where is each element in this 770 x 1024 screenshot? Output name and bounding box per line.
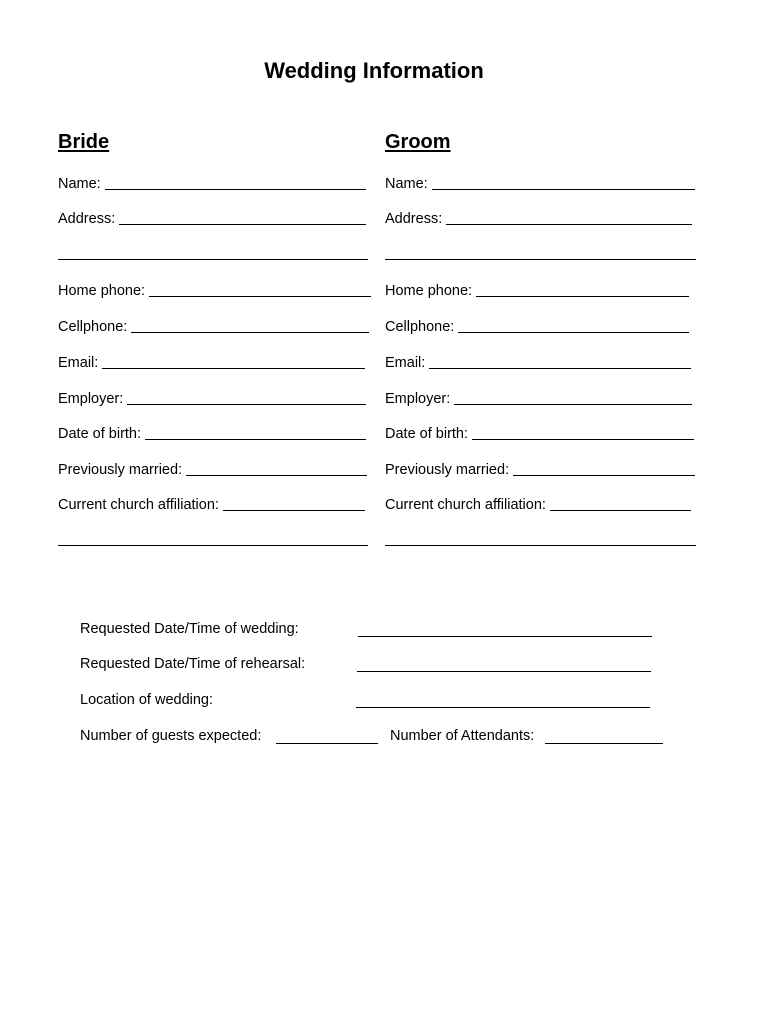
groom-employer-field[interactable] <box>385 387 692 407</box>
groom-dob-line[interactable] <box>472 439 694 440</box>
bride-address-line-2[interactable] <box>58 259 368 260</box>
groom-employer-line[interactable] <box>454 404 692 405</box>
bride-dob-field[interactable] <box>58 422 366 442</box>
groom-name-line[interactable] <box>432 189 695 190</box>
wedding-location-label: Location of wedding: <box>80 692 214 708</box>
bride-employer-label: Employer: <box>58 391 124 407</box>
wedding-date-time-line[interactable] <box>358 636 652 637</box>
bride-dob-label: Date of birth: <box>58 426 142 442</box>
bride-employer-line[interactable] <box>127 404 366 405</box>
groom-address-line[interactable] <box>446 224 692 225</box>
groom-employer-label: Employer: <box>385 391 451 407</box>
groom-home-phone-line[interactable] <box>476 296 689 297</box>
groom-cellphone-field[interactable] <box>385 315 689 335</box>
guests-expected-line[interactable] <box>276 743 378 744</box>
groom-church-field[interactable] <box>385 493 691 513</box>
groom-church-label: Current church affiliation: <box>385 497 546 513</box>
bride-name-label: Name: <box>58 176 101 192</box>
bride-address-line[interactable] <box>119 224 366 225</box>
groom-dob-field[interactable] <box>385 422 694 442</box>
groom-church-line-2[interactable] <box>385 545 696 546</box>
groom-previously-married-field[interactable] <box>385 458 695 478</box>
bride-home-phone-label: Home phone: <box>58 283 146 299</box>
guests-expected-label: Number of guests expected: <box>80 728 262 744</box>
groom-previously-married-line[interactable] <box>513 475 695 476</box>
groom-heading: Groom <box>385 131 451 153</box>
bride-address-label: Address: <box>58 211 116 227</box>
wedding-date-time-label: Requested Date/Time of wedding: <box>80 621 299 637</box>
groom-name-label: Name: <box>385 176 428 192</box>
rehearsal-date-time-label: Requested Date/Time of rehearsal: <box>80 656 306 672</box>
groom-address-line-2[interactable] <box>385 259 696 260</box>
groom-email-field[interactable] <box>385 351 691 371</box>
bride-email-label: Email: <box>58 355 99 371</box>
groom-dob-label: Date of birth: <box>385 426 469 442</box>
groom-address-field[interactable] <box>385 207 692 227</box>
bride-cellphone-line[interactable] <box>131 332 369 333</box>
groom-email-label: Email: <box>385 355 426 371</box>
page-title: Wedding Information <box>264 58 484 83</box>
groom-home-phone-label: Home phone: <box>385 283 473 299</box>
groom-cellphone-label: Cellphone: <box>385 319 455 335</box>
groom-name-field[interactable] <box>385 172 695 192</box>
bride-church-field[interactable] <box>58 493 365 513</box>
groom-home-phone-field[interactable] <box>385 279 689 299</box>
bride-employer-field[interactable] <box>58 387 366 407</box>
bride-previously-married-line[interactable] <box>186 475 367 476</box>
bride-email-line[interactable] <box>102 368 365 369</box>
attendants-line[interactable] <box>545 743 663 744</box>
attendants-label: Number of Attendants: <box>390 728 535 744</box>
bride-cellphone-label: Cellphone: <box>58 319 128 335</box>
bride-previously-married-field[interactable] <box>58 458 367 478</box>
bride-name-field[interactable] <box>58 172 366 192</box>
bride-heading: Bride <box>58 131 110 153</box>
bride-church-line[interactable] <box>223 510 365 511</box>
groom-email-line[interactable] <box>429 368 691 369</box>
bride-home-phone-field[interactable] <box>58 279 371 299</box>
bride-cellphone-field[interactable] <box>58 315 369 335</box>
bride-church-label: Current church affiliation: <box>58 497 219 513</box>
bride-email-field[interactable] <box>58 351 365 371</box>
wedding-location-line[interactable] <box>356 707 650 708</box>
bride-address-field[interactable] <box>58 207 366 227</box>
groom-address-label: Address: <box>385 211 443 227</box>
bride-name-line[interactable] <box>105 189 366 190</box>
bride-church-line-2[interactable] <box>58 545 368 546</box>
groom-cellphone-line[interactable] <box>458 332 689 333</box>
rehearsal-date-time-line[interactable] <box>357 671 651 672</box>
bride-home-phone-line[interactable] <box>149 296 371 297</box>
groom-previously-married-label: Previously married: <box>385 462 510 478</box>
bride-dob-line[interactable] <box>145 439 366 440</box>
groom-church-line[interactable] <box>550 510 691 511</box>
bride-previously-married-label: Previously married: <box>58 462 183 478</box>
